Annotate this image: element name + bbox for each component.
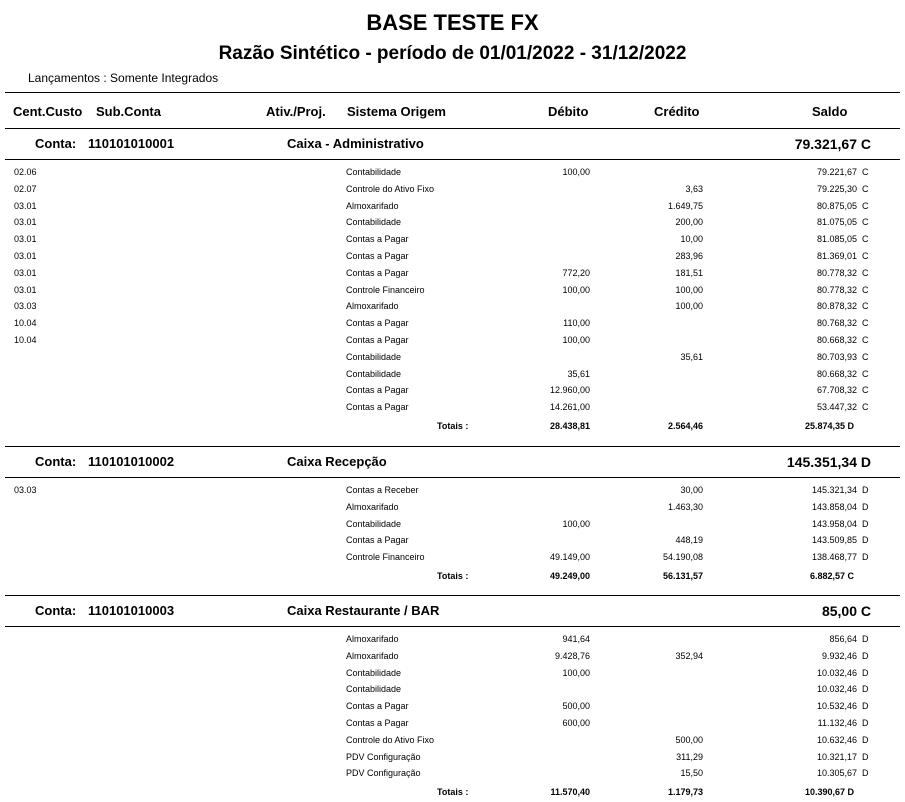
row-credito: 54.190,08: [662, 552, 703, 562]
ledger-row: [0, 285, 905, 302]
totals-saldo: 10.390,67 D: [804, 787, 854, 797]
account-name: Caixa - Administrativo: [287, 136, 424, 151]
row-saldo: 10.532,46: [816, 701, 857, 711]
account-code: 110101010002: [88, 454, 175, 469]
row-saldo-indicator: D: [862, 519, 869, 529]
row-saldo: 81.075,05: [816, 217, 857, 227]
row-saldo-indicator: C: [862, 285, 869, 295]
row-sistema-origem: Almoxarifado: [346, 634, 399, 644]
row-saldo: 80.875,05: [816, 201, 857, 211]
row-saldo: 67.708,32: [816, 385, 857, 395]
row-saldo: 79.221,67: [816, 167, 857, 177]
row-debito: 600,00: [562, 718, 590, 728]
row-debito: 941,64: [562, 634, 590, 644]
row-credito: 10,00: [680, 234, 703, 244]
account-label: Conta:: [35, 603, 77, 618]
row-sistema-origem: Controle do Ativo Fixo: [346, 735, 435, 745]
account-label: Conta:: [35, 454, 77, 469]
row-credito: 448,19: [675, 535, 703, 545]
row-sistema-origem: Controle do Ativo Fixo: [346, 184, 435, 194]
row-debito: 772,20: [562, 268, 590, 278]
col-saldo: Saldo: [812, 104, 848, 119]
row-debito: 14.261,00: [549, 402, 590, 412]
row-saldo: 53.447,32: [816, 402, 857, 412]
ledger-row: [0, 335, 905, 352]
ledger-row: [0, 634, 905, 651]
row-credito: 1.649,75: [667, 201, 703, 211]
row-credito: 500,00: [675, 735, 703, 745]
header-top-rule: [5, 92, 900, 93]
row-saldo: 80.768,32: [816, 318, 857, 328]
row-credito: 3,63: [685, 184, 703, 194]
row-sistema-origem: Contas a Pagar: [346, 535, 409, 545]
row-saldo: 11.132,46: [817, 718, 857, 728]
ledger-row: [0, 167, 905, 184]
row-credito: 100,00: [675, 285, 703, 295]
ledger-row: [0, 684, 905, 701]
row-sistema-origem: Contabilidade: [346, 167, 402, 177]
ledger-row: [0, 268, 905, 285]
totals-row: [0, 787, 905, 801]
totals-saldo: 25.874,35 D: [804, 421, 854, 431]
row-debito: 100,00: [562, 335, 590, 345]
section-sub-rule: [5, 159, 900, 160]
row-saldo-indicator: C: [862, 301, 869, 311]
row-saldo: 80.668,32: [816, 335, 857, 345]
row-credito: 181,51: [675, 268, 703, 278]
col-sistema-origem: Sistema Origem: [347, 104, 446, 119]
row-saldo-indicator: C: [862, 167, 869, 177]
row-saldo: 80.778,32: [816, 285, 857, 295]
col-credito: Crédito: [654, 104, 700, 119]
row-saldo: 79.225,30: [816, 184, 857, 194]
row-credito: 200,00: [675, 217, 703, 227]
ledger-row: [0, 402, 905, 419]
section-sub-rule: [5, 626, 900, 627]
col-ativ-proj: Ativ./Proj.: [266, 104, 326, 119]
row-saldo-indicator: D: [862, 651, 869, 661]
totals-label: Totais :: [437, 787, 469, 797]
row-saldo: 80.703,93: [816, 352, 857, 362]
row-saldo: 10.032,46: [816, 668, 857, 678]
row-debito: 100,00: [562, 668, 590, 678]
row-sistema-origem: Almoxarifado: [346, 502, 399, 512]
report-subtitle: Razão Sintético - período de 01/01/2022 - 31/12/2022: [218, 43, 687, 64]
ledger-row: [0, 217, 905, 234]
account-code: 110101010003: [88, 603, 175, 618]
row-sistema-origem: PDV Configuração: [346, 752, 421, 762]
row-saldo: 143.958,04: [811, 519, 857, 529]
row-cent-custo: 03.03: [14, 485, 37, 495]
row-saldo-indicator: D: [862, 485, 869, 495]
totals-row: [0, 571, 905, 585]
ledger-row: [0, 735, 905, 752]
row-debito: 100,00: [562, 285, 590, 295]
section-top-rule: [5, 446, 900, 447]
ledger-row: [0, 552, 905, 569]
row-saldo-indicator: C: [862, 402, 869, 412]
row-cent-custo: 10.04: [14, 318, 37, 328]
ledger-row: [0, 301, 905, 318]
ledger-row: [0, 535, 905, 552]
row-saldo-indicator: D: [862, 735, 869, 745]
totals-debito: 11.570,40: [550, 787, 590, 797]
row-cent-custo: 03.01: [14, 234, 37, 244]
row-cent-custo: 02.06: [14, 167, 37, 177]
row-sistema-origem: PDV Configuração: [346, 768, 421, 778]
ledger-row: [0, 768, 905, 785]
col-cent-custo: Cent.Custo: [13, 104, 83, 119]
report-title: BASE TESTE FX: [366, 10, 539, 35]
account-name: Caixa Restaurante / BAR: [287, 603, 440, 618]
row-debito: 49.149,00: [549, 552, 590, 562]
row-saldo-indicator: D: [862, 634, 869, 644]
row-saldo: 145.321,34: [811, 485, 857, 495]
row-saldo: 10.305,67: [816, 768, 857, 778]
totals-label: Totais :: [437, 421, 469, 431]
row-credito: 35,61: [680, 352, 703, 362]
totals-label: Totais :: [437, 571, 469, 581]
account-code: 110101010001: [88, 136, 175, 151]
row-sistema-origem: Contas a Pagar: [346, 268, 409, 278]
account-label: Conta:: [35, 136, 77, 151]
col-debito: Débito: [548, 104, 589, 119]
row-cent-custo: 02.07: [14, 184, 37, 194]
row-saldo: 81.085,05: [816, 234, 857, 244]
row-sistema-origem: Contabilidade: [346, 684, 402, 694]
row-saldo-indicator: D: [862, 752, 869, 762]
row-saldo-indicator: D: [862, 718, 869, 728]
row-credito: 30,00: [680, 485, 703, 495]
totals-debito: 49.249,00: [549, 571, 590, 581]
row-saldo-indicator: D: [862, 701, 869, 711]
row-debito: 100,00: [562, 519, 590, 529]
row-debito: 500,00: [562, 701, 590, 711]
row-saldo: 856,64: [829, 634, 857, 644]
ledger-row: [0, 369, 905, 386]
account-opening-balance: 145.351,34 D: [786, 454, 871, 470]
ledger-row: [0, 701, 905, 718]
ledger-row: [0, 184, 905, 201]
section-top-rule: [5, 595, 900, 596]
row-credito: 100,00: [675, 301, 703, 311]
row-sistema-origem: Almoxarifado: [346, 201, 399, 211]
row-sistema-origem: Almoxarifado: [346, 651, 399, 661]
ledger-row: [0, 318, 905, 335]
row-saldo-indicator: C: [862, 385, 869, 395]
row-sistema-origem: Contas a Pagar: [346, 718, 409, 728]
row-saldo: 143.509,85: [811, 535, 857, 545]
row-cent-custo: 10.04: [14, 335, 37, 345]
row-debito: 35,61: [567, 369, 590, 379]
row-sistema-origem: Contas a Pagar: [346, 385, 409, 395]
totals-debito: 28.438,81: [549, 421, 590, 431]
row-saldo: 80.878,32: [816, 301, 857, 311]
row-saldo-indicator: D: [862, 535, 869, 545]
account-opening-balance: 79.321,67 C: [794, 136, 871, 152]
totals-saldo: 6.882,57 C: [809, 571, 854, 581]
ledger-row: [0, 668, 905, 685]
row-sistema-origem: Contabilidade: [346, 519, 402, 529]
report-filter: Lançamentos : Somente Integrados: [28, 71, 219, 85]
row-cent-custo: 03.01: [14, 285, 37, 295]
row-sistema-origem: Controle Financeiro: [346, 285, 425, 295]
ledger-row: [0, 752, 905, 769]
row-saldo-indicator: C: [862, 352, 869, 362]
col-sub-conta: Sub.Conta: [96, 104, 161, 119]
row-saldo-indicator: D: [862, 768, 869, 778]
row-saldo-indicator: C: [862, 335, 869, 345]
row-credito: 15,50: [680, 768, 703, 778]
row-cent-custo: 03.01: [14, 217, 37, 227]
account-opening-balance: 85,00 C: [821, 603, 871, 619]
row-saldo-indicator: C: [862, 184, 869, 194]
row-saldo-indicator: D: [862, 502, 869, 512]
row-sistema-origem: Contas a Pagar: [346, 402, 409, 412]
row-saldo-indicator: C: [862, 234, 869, 244]
row-saldo-indicator: D: [862, 684, 869, 694]
row-sistema-origem: Contas a Pagar: [346, 701, 409, 711]
row-sistema-origem: Contas a Pagar: [346, 251, 409, 261]
ledger-row: [0, 201, 905, 218]
totals-row: [0, 421, 905, 435]
row-debito: 100,00: [562, 167, 590, 177]
totals-credito: 1.179,73: [667, 787, 703, 797]
row-saldo: 9.932,46: [821, 651, 857, 661]
row-saldo-indicator: D: [862, 668, 869, 678]
totals-credito: 2.564,46: [667, 421, 703, 431]
ledger-row: [0, 718, 905, 735]
row-sistema-origem: Contas a Pagar: [346, 234, 409, 244]
row-credito: 283,96: [675, 251, 703, 261]
row-saldo: 80.668,32: [816, 369, 857, 379]
row-saldo-indicator: C: [862, 201, 869, 211]
row-debito: 12.960,00: [549, 385, 590, 395]
totals-credito: 56.131,57: [662, 571, 703, 581]
row-cent-custo: 03.01: [14, 268, 37, 278]
ledger-row: [0, 385, 905, 402]
row-saldo-indicator: C: [862, 268, 869, 278]
row-debito: 9.428,76: [554, 651, 590, 661]
row-cent-custo: 03.01: [14, 201, 37, 211]
row-sistema-origem: Contas a Pagar: [346, 335, 409, 345]
row-saldo: 10.032,46: [816, 684, 857, 694]
ledger-row: [0, 651, 905, 668]
row-saldo-indicator: C: [862, 251, 869, 261]
ledger-row: [0, 502, 905, 519]
row-saldo: 10.632,46: [816, 735, 857, 745]
row-sistema-origem: Contabilidade: [346, 217, 402, 227]
row-saldo: 10.321,17: [816, 752, 857, 762]
row-saldo-indicator: C: [862, 369, 869, 379]
ledger-row: [0, 485, 905, 502]
row-saldo-indicator: C: [862, 217, 869, 227]
section-sub-rule: [5, 477, 900, 478]
row-sistema-origem: Contabilidade: [346, 668, 402, 678]
ledger-row: [0, 352, 905, 369]
ledger-row: [0, 519, 905, 536]
row-sistema-origem: Contas a Receber: [346, 485, 419, 495]
ledger-row: [0, 234, 905, 251]
row-sistema-origem: Contabilidade: [346, 369, 402, 379]
row-saldo-indicator: D: [862, 552, 869, 562]
row-sistema-origem: Contas a Pagar: [346, 318, 409, 328]
row-credito: 311,29: [676, 752, 703, 762]
row-sistema-origem: Contabilidade: [346, 352, 402, 362]
ledger-row: [0, 251, 905, 268]
row-cent-custo: 03.01: [14, 251, 37, 261]
row-credito: 1.463,30: [667, 502, 703, 512]
row-sistema-origem: Controle Financeiro: [346, 552, 425, 562]
row-saldo: 81.369,01: [816, 251, 857, 261]
row-sistema-origem: Almoxarifado: [346, 301, 399, 311]
account-name: Caixa Recepção: [287, 454, 387, 469]
row-cent-custo: 03.03: [14, 301, 37, 311]
row-credito: 352,94: [675, 651, 703, 661]
section-top-rule: [5, 128, 900, 129]
row-saldo: 80.778,32: [816, 268, 857, 278]
row-saldo-indicator: C: [862, 318, 869, 328]
row-saldo: 143.858,04: [811, 502, 857, 512]
row-saldo: 138.468,77: [811, 552, 857, 562]
row-debito: 110,00: [563, 318, 590, 328]
